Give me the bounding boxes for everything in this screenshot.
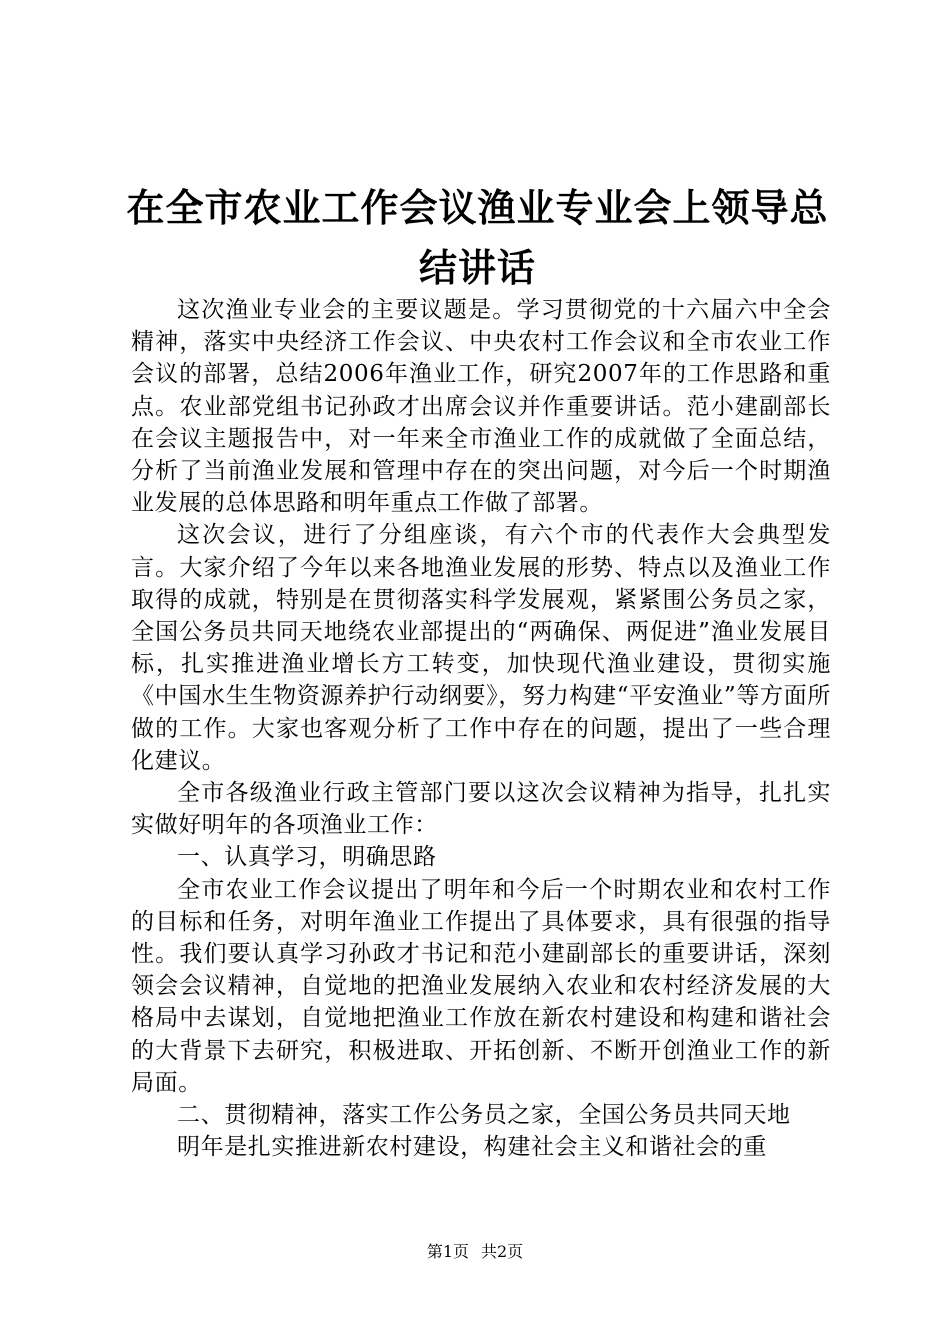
document-title: 在全市农业工作会议渔业专业会上领导总结讲话 xyxy=(126,186,829,290)
page-total: 共2页 xyxy=(481,1242,524,1261)
body-paragraph: 全市农业工作会议提出了明年和今后一个时期农业和农村工作的目标和任务，对明年渔业工作提出了具体要求，具有很强的指导性。我们要认真学习孙政才书记和范小建副部长的重要讲话，深刻领会会议精神，自觉地的把渔业发展纳入农业和农村经济发展的大格局中去谋划，自觉地把渔业工作放在新农村建设和构建和谐社会的大背景下去研究，积极进取、开拓创新、不断开创渔业工作的新局面。 xyxy=(131,876,831,1096)
page-number: 第1页 xyxy=(426,1242,469,1261)
body-paragraph: 这次会议，进行了分组座谈，有六个市的代表作大会典型发言。大家介绍了今年以来各地渔业发展的形势、特点以及渔业工作取得的成就，特别是在贯彻落实科学发展观，紧紧围公务员之家，全国公务员共同天地绕农业部提出的“两确保、两促进”渔业发展目标，扎实推进渔业增长方工转变，加快现代渔业建设，贯彻实施《中国水生生物资源养护行动纲要》，努力构建“平安渔业”等方面所做的工作。大家也客观分析了工作中存在的问题，提出了一些合理化建议。 xyxy=(131,522,831,774)
body-paragraph: 这次渔业专业会的主要议题是。学习贯彻党的十六届六中全会精神，落实中央经济工作会议、中央农村工作会议和全市农业工作会议的部署，总结2006年渔业工作，研究2007年的工作思路和重点。农业部党组书记孙政才出席会议并作重要讲话。范小建副部长在会议主题报告中，对一年来全市渔业工作的成就做了全面总结，分析了当前渔业发展和管理中存在的突出问题，对今后一个时期渔业发展的总体思路和明年重点工作做了部署。 xyxy=(131,297,831,517)
body-paragraph: 明年是扎实推进新农村建设，构建社会主义和谐社会的重 xyxy=(177,1134,767,1161)
body-paragraph: 全市各级渔业行政主管部门要以这次会议精神为指导，扎扎实实做好明年的各项渔业工作： xyxy=(131,780,831,839)
section-heading: 一、认真学习，明确思路 xyxy=(177,844,437,871)
section-heading: 二、贯彻精神，落实工作公务员之家，全国公务员共同天地 xyxy=(177,1102,791,1129)
page-footer xyxy=(0,1240,950,1264)
document-body xyxy=(131,294,831,1163)
